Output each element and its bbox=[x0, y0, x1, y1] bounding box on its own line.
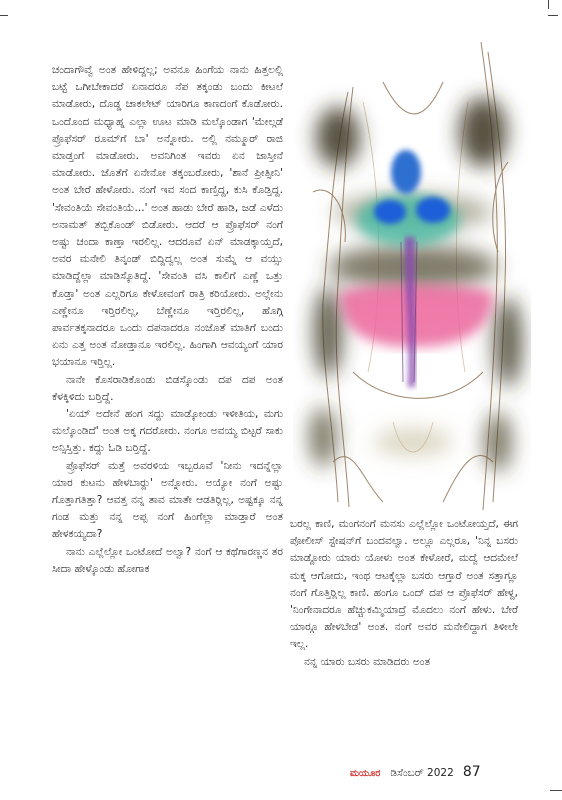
article-right-column bbox=[290, 516, 518, 671]
paragraph: ಪ್ರೊಫೆಸರ್ ಮತ್ತೆ ಅವರಳಿಯ ಇಬ್ಬರೂವೆ 'ನೀನು ಇದನ್ನೆಲ್ಲಾ ಯಾರ ಕುಟನು ಹೇಳಬಾರ್‍ದು' ಅನ್ನೋರು. ಅಯ್ಯೋ ನಂಗೆ ಅಷ್ಟು ಗೊತ್ತಾಗತಿತ್ತಾ? ಆವತ್ತ ನನ್ನ ತಾವ ಮಾತೇ ಆಡತಿರ್‍ಲಿಲ್ಲ, ಅಷ್ಟಕ್ಕೂ ನನ್ನ ಗಂಡ ಮತ್ತು ನನ್ನ ಅಪ್ಪ ನಂಗೆ ಹಿಂಗೆಲ್ಲಾ ಮಾಡ್ತಾರೆ ಅಂತ ಹೇಳಕಯ್ಯದಾ? bbox=[52, 459, 283, 541]
chakra-figure-illustration bbox=[293, 42, 531, 512]
paragraph: 'ಏಯ್ ಅದೇನೆ ಹಂಗ ಸದ್ದು ಮಾಡ್ಕೋಂಡು ಇಳೀತಿಯ, ಮಗು ಮಲ್ಕೊಂಡಿದೆ' ಅಂತ ಅಕ್ಕ ಗದರೋರು. ನಂಗೂ ಅವಯ್ಯ ಬಿಟ್ಟರೆ ಸಾಕು ಅನ್ಸಿಸ್ತಿತ್ತು. ಕದ್ದು ಓಡಿ ಬರ್‍ತಿದ್ದೆ. bbox=[52, 408, 283, 455]
article-left-column bbox=[52, 62, 283, 578]
paragraph: ನನ್ನ ಯಾರು ಬಸರು ಮಾಡಿದರು ಅಂತ bbox=[304, 655, 431, 668]
crop-mark-top-right-h bbox=[548, 15, 558, 16]
magazine-logo: ಮಯೂರ bbox=[350, 768, 381, 779]
page-footer bbox=[350, 761, 530, 781]
shadow-shoulder-right bbox=[459, 97, 507, 167]
paragraph: ನಾನೇ ಕೊಸರಾಡಿಕೊಂಡು ಬಿಡಸ್ಕೊಂಡು ದಪ ದಪ ಅಂತ ಕೆಳಕ್ಕಿಳಿದು ಬರ್‍ತಿದ್ದೆ. bbox=[52, 373, 283, 403]
paragraph: ಚಂದಾಗೌವ್ವೆ ಅಂತ ಹೇಳಿದ್ದಲ್ಲ; ಅವನೂ ಹಿಂಗೆಯ ನಾನು ಹಿತ್ತಲಲ್ಲಿ ಬಟ್ಟೆ ಒಗೀಬೇಕಾದರೆ ಏನಾದರೂ ನೆಪ ತಕ್ಕಂಡು ಬಂದು ಕೀಟಲೆ ಮಾಡೋರು, ದೊಡ್ಡ ಚಾಕಲೇಟ್ ಯಾರಿಗೂ ಕಾಣದಂಗೆ ಕೊಡೋರು. ಒಂದೊಂದ ಮಧ್ಯಾಹ್ನ ಎಲ್ಲಾ ಊಟ ಮಾಡಿ ಮಲ್ಕೊಂಡಾಗ 'ಮೇಲ್ಗಡೆ ಪ್ರೊಫೆಸರ್ ರೂಮ್‌ಗೆ ಬಾ' ಅನ್ನೋರು. ಅಲ್ಲಿ ನಮ್ಮೂರ್ ರಾಜಿ ಮಾಡ್ತಂಗೆ ಮಾಡೋರು. ಅವನಿಗಿಂತ ಇವರು ಏನ ಜಾಸ್ತೀನೆ ಮಾಡೋರು. ಜೊತೆಗೆ ಏನೇನೋ ತಕ್ಕಂಬರೋರು, 'ಶಾನೆ ಪ್ರೀತ್ಸೀನಿ' ಅಂತ ಬೇರೆ ಹೇಳೋರು. ನಂಗೆ ಇವ ಸಂದ ಕಾಣ್ತಿದ್ದ, ಕುಸಿ ಕೊಡ್ತಿದ್ದ. 'ಸೇವಂತಿಯೆ ಸೇವಂತಿಯೆ...' ಅಂತ ಹಾಡು ಬೇರೆ ಹಾಡಿ, ಜಡೆ ಎಳೆದು ಅನಾಮತ್ ತಬ್ಬಿಕೊಂಡ್ ಬಿಡೋರು. ಆದರೆ ಆ ಪ್ರೊಫೆಸರ್ ನಂಗೆ ಅಷ್ಟು ಚಂದಾ ಕಾಣ್ತಾ ಇರಲಿಲ್ಲ. ಆದರೂವೆ ಏನ್ ಮಾಡಕ್ಕಾಯ್ತದೆ, ಅವರ ಮನೇಲಿ ತಿನ್ಕಂಡ್ ಬಿದ್ದಿದ್ವಲ್ಲ ಅಂತ ಸುಮ್ನೆ ಆ ವಯ್ಸು ಮಾಡಿದ್ದೆಲ್ಲಾ ಮಾಡಿಸ್ಕೊತಿದ್ದೆ. 'ಸೇವಂತಿ ವಸಿ ಕಾಲಿಗೆ ಎಣ್ಣೆ ಒತ್ತು ಕೊಡ್ತಾ' ಅಂತ ಎಲ್ಲರಿಗೂ ಕೇಳೋವಂಗೆ ರಾತ್ರಿ ಕರಿಯೋರು. ಅಲ್ಲೇನು ಎಣ್ಣೇನೂ ಇರ್‍ತಿರಲಿಲ್ಲ, ಬೆಣ್ಣೇನೂ ಇರ್‍ತಿರಲಿಲ್ಲ, ಹೊಗ್ಗಿ ಪಾರ್ವತಕ್ಕನಾದರೂ ಒಂದು ದಪನಾದರೂ ನಂಜೊತೆ ಮಾತಿಗೆ ಬಂದು ಏನು ಎತ್ತ ಅಂತ ನೋಡ್ತಾನೂ ಇರಲಿಲ್ಲ. ಹಿಂಗಾಗಿ ಆವಯ್ಯಂಗೆ ಯಾರ ಭಯಾನೂ ಇರ್‍ತಿಲ್ಲ. bbox=[52, 64, 283, 369]
issue-date: ಡಿಸೆಂಬರ್ 2022 bbox=[390, 767, 454, 779]
paragraph: ಬರಲ್ಲ ಕಾಣಿ, ಮಂಗನಂಗೆ ಮನಸು ಎಲ್ಲೆಲ್ಲೋ ಒಂಟೋಯ್ತದೆ, ಈಗ ಪೋಲೀಸ್ ಸ್ಟೇಷನ್‌ಗೆ ಬಂದವಲ್ವಾ. ಅಲ್ಲೂ ಎಲ್ಲರೂ, 'ನಿನ್ನ ಬಸರು ಮಾಡ್ದೋರು ಯಾರು ಯೋಳು ಅಂತ ಕೇಳೋರೆ, ಮದ್ವೆ ಆದಮೇಲೆ ಮಕ್ಕ ಆಗೋದು, ಇಂಥ ಆಟಕ್ಕೆಲ್ಲಾ ಬಸರು ಆಗ್ತಾರೆ ಅಂತ ಸತ್ತಾಗ್ಲೂ ನಂಗೆ ಗೊತ್ತಿರ್‍ಲಿಲ್ಲ ಕಾಣಿ. ಹಂಗೂ ಒಂದ್ ದಪ ಆ ಪ್ರೊಫೆಸರ್ ಹೇಳ್ದ, 'ನಿಂಗೇನಾದರೂ ಹೆಚ್ಚುಕಮ್ಮಿಯಾದ್ರೆ ಮೊದಲು ನಂಗೆ ಹೇಳು. ಬೇರೆ ಯಾರ್‍ಗೂ ಹೇಳಬೇಡ' ಅಂತ. ನಂಗೆ ಅವರ ಮನೇಲಿದ್ದಾಗ ತಿಳೀಲೇ ಇಲ್ಲ. bbox=[290, 518, 518, 651]
crop-mark-bottom-right-h bbox=[550, 790, 562, 791]
crop-mark-top-right-v bbox=[548, 0, 549, 9]
crop-mark-top-left-h bbox=[0, 15, 8, 16]
page-number: 87 bbox=[462, 764, 481, 780]
paragraph: ನಾನು ಎಲ್ಲೆಲ್ಲೋ ಒಂಟೋದೆ ಅಲ್ವಾ? ನಂಗೆ ಆ ಕಥೆಗಾರಣ್ಣನ ತರ ಸೀದಾ ಹೇಳ್ಕೊಂಡು ಹೋಗಾಕ bbox=[52, 545, 283, 575]
shadow-shoulder-left bbox=[316, 107, 360, 167]
